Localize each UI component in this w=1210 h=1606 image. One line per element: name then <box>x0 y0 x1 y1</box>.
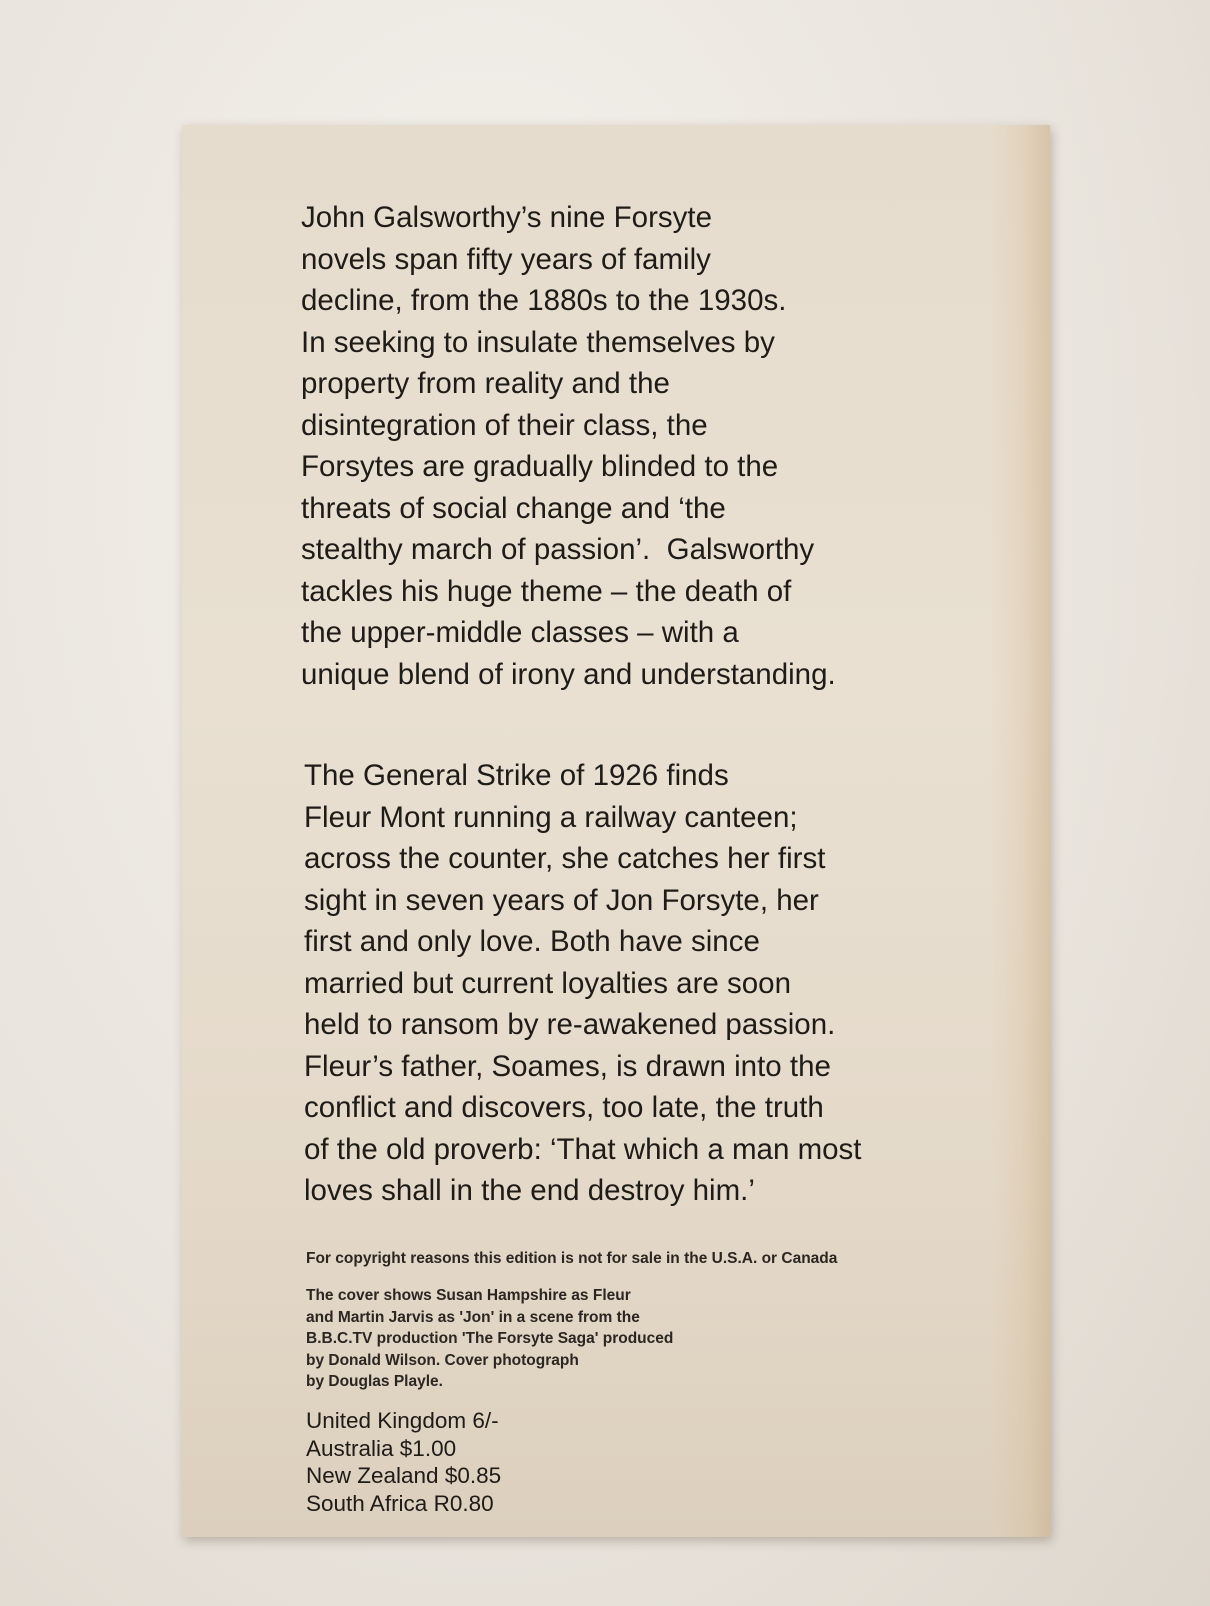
text-line: loves shall in the end destroy him.’ <box>304 1174 755 1207</box>
text-line: first and only love. Both have since <box>304 925 760 958</box>
text-line: novels span fifty years of family <box>301 242 711 276</box>
text-line: B.B.C.TV production 'The Forsyte Saga' produced <box>306 1330 674 1347</box>
text-line: held to ransom by re-awakened passion. <box>304 1008 836 1041</box>
price-uk: United Kingdom 6/- <box>306 1408 499 1433</box>
text-line: In seeking to insulate themselves by <box>301 325 775 359</box>
cover-credits <box>306 1285 673 1393</box>
synopsis-paragraph-2 <box>304 755 862 1212</box>
text-line: John Galsworthy’s nine Forsyte <box>301 201 712 234</box>
worn-edge <box>990 125 1050 1537</box>
text-line: Fleur Mont running a railway canteen; <box>304 800 798 834</box>
price-new-zealand: New Zealand $0.85 <box>306 1463 502 1488</box>
text-line: sight in seven years of Jon Forsyte, her <box>304 883 819 917</box>
text-line: disintegration of their class, the <box>301 408 708 442</box>
text-line: The cover shows Susan Hampshire as Fleur <box>306 1287 631 1304</box>
synopsis-paragraph-1 <box>301 197 836 695</box>
text-line: the upper-middle classes – with a <box>301 616 739 649</box>
text-line: conflict and discovers, too late, the truth <box>304 1091 824 1124</box>
copyright-notice: For copyright reasons this edition is not for sale in the U.S.A. or Canada <box>306 1250 838 1267</box>
price-south-africa: South Africa R0.80 <box>306 1490 494 1516</box>
text-line: Fleur’s father, Soames, is drawn into the <box>304 1049 831 1083</box>
text-line: Forsytes are gradually blinded to the <box>301 450 779 483</box>
book-back-cover <box>182 125 1050 1537</box>
price-australia: Australia $1.00 <box>306 1435 457 1461</box>
text-line: and Martin Jarvis as 'Jon' in a scene from the <box>306 1308 640 1326</box>
text-line: decline, from the 1880s to the 1930s. <box>301 284 787 317</box>
text-line: across the counter, she catches her first <box>304 842 826 875</box>
text-line: married but current loyalties are soon <box>304 966 791 1000</box>
text-line: stealthy march of passion’. Galsworthy <box>301 533 815 566</box>
text-line: threats of social change and ‘the <box>301 491 726 525</box>
text-line: tackles his huge theme – the death of <box>301 574 792 608</box>
text-line: by Douglas Playle. <box>306 1373 443 1390</box>
text-line: The General Strike of 1926 finds <box>304 759 729 792</box>
price-list <box>306 1407 501 1517</box>
text-line: property from reality and the <box>301 367 670 400</box>
text-line: by Donald Wilson. Cover photograph <box>306 1351 579 1369</box>
text-line: unique blend of irony and understanding. <box>301 657 836 691</box>
text-line: of the old proverb: ‘That which a man most <box>304 1132 862 1166</box>
